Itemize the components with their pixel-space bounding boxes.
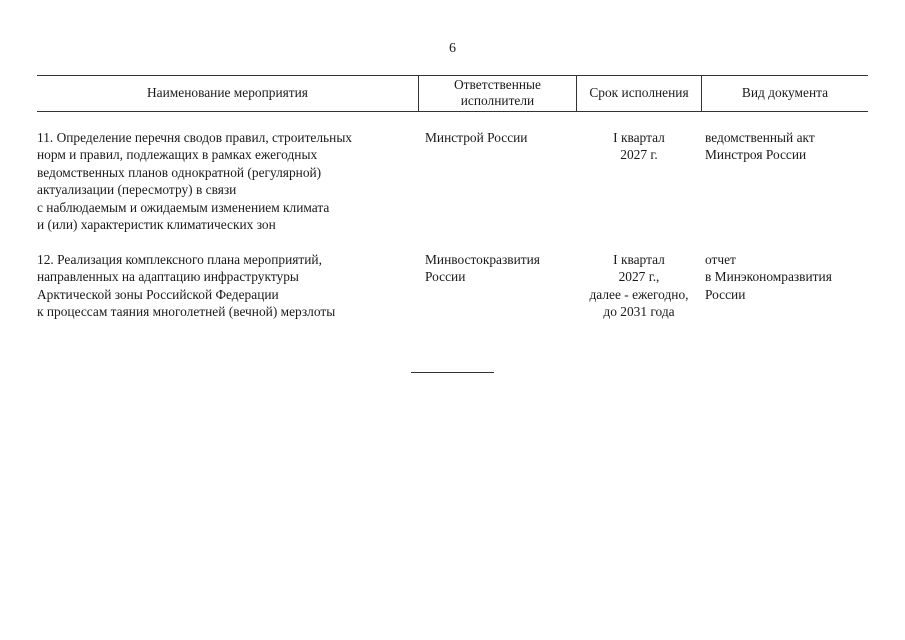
page-number: 6 [449,41,456,56]
event-name-line: 11. Определение перечня сводов правил, строительных [37,130,353,145]
header-term-label: Срок исполнения [589,85,689,100]
header-cell-name [37,75,418,111]
document-type-line: России [705,286,746,302]
event-name-line: и (или) характеристик климатических зон [37,217,276,233]
executor-line: Минстрой России [425,130,528,145]
term-line: до 2031 года [603,304,675,320]
executor-cell [425,251,575,286]
event-name-line: актуализации (пересмотру) в связи [37,182,237,198]
document-type-line: в Минэкономразвития [705,269,832,285]
table-header-bottom-rule [37,111,868,112]
document-type-line: отчет [705,252,736,267]
term-line: I квартал [613,252,665,267]
term-cell [577,251,701,321]
term-cell [577,129,701,164]
header-document-label: Вид документа [741,85,829,100]
header-name-label: Наименование мероприятия [147,85,308,100]
event-name-line: к процессам таяния многолетней (вечной) мерзлоты [37,304,336,320]
document-type-cell [705,251,871,303]
term-line: далее - ежегодно, [589,286,689,302]
event-name-line: 12. Реализация комплексного плана мероприятий, [37,252,322,267]
event-name-line: ведомственных планов однократной (регулярной) [37,164,322,180]
header-cell-term [577,75,701,111]
event-name-line: норм и правил, подлежащих в рамках ежегодных [37,147,318,163]
executor-line: Минвостокразвития [425,252,540,267]
event-name-line: направленных на адаптацию инфраструктуры [37,269,299,285]
term-line: 2027 г., [618,269,660,285]
executor-cell [425,129,575,146]
event-name-line: с наблюдаемым и ожидаемым изменением климата [37,199,330,215]
event-name-line: Арктической зоны Российской Федерации [37,286,279,302]
document-type-line: ведомственный акт [705,130,815,145]
document-type-line: Минстроя России [705,147,807,163]
event-name-cell [37,251,407,321]
header-cell-document [702,75,868,111]
header-executors-label-line: исполнители [460,93,535,108]
event-name-cell [37,129,407,233]
term-line: 2027 г. [620,147,658,163]
header-executors-label-line: Ответственные [454,77,541,92]
document-type-cell [705,129,871,164]
document-end-rule [411,372,494,373]
executor-line: России [425,269,466,285]
header-cell-executors [419,75,576,111]
term-line: I квартал [613,130,665,145]
